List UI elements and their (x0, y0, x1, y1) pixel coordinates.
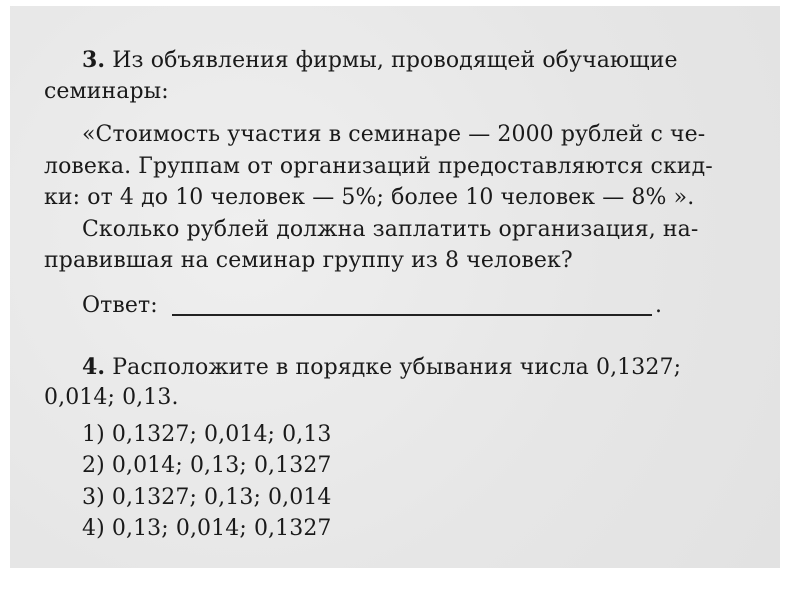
task4-option-4[interactable]: 4) 0,13; 0,014; 0,1327 (82, 516, 332, 541)
scanned-page (10, 6, 780, 568)
task4-option-1[interactable]: 1) 0,1327; 0,014; 0,13 (82, 422, 332, 447)
task3-number: 3. (82, 47, 106, 73)
task3-question-line1: Сколько рублей должна заплатить организация, на- (82, 217, 699, 242)
task4-intro-line2: 0,014; 0,13. (44, 385, 179, 410)
task4-number: 4. (82, 354, 106, 380)
task4-intro-line1 (82, 353, 681, 382)
task3-question-line2: правившая на семинар группу из 8 человек? (44, 248, 573, 273)
answer-blank-line[interactable] (172, 314, 652, 316)
task4-intro-text: Расположите в порядке убывания числа 0,1327; (112, 355, 682, 380)
task3-quote-line1: «Стоимость участия в семинаре — 2000 рублей с че- (82, 122, 706, 147)
task3-intro-text: Из объявления фирмы, проводящей обучающие (112, 48, 678, 73)
task3-quote-line3: ки: от 4 до 10 человек — 5%; более 10 человек — 8% ». (44, 185, 695, 210)
task3-intro-line2: семинары: (44, 79, 169, 104)
answer-end-period: . (655, 293, 662, 318)
task4-option-2[interactable]: 2) 0,014; 0,13; 0,1327 (82, 453, 332, 478)
task4-option-3[interactable]: 3) 0,1327; 0,13; 0,014 (82, 485, 332, 510)
task3-intro-line1 (82, 46, 678, 75)
task3-quote-line2: ловека. Группам от организаций предоставляются скид- (44, 154, 713, 179)
task3-answer-label: Ответ: (82, 293, 158, 318)
